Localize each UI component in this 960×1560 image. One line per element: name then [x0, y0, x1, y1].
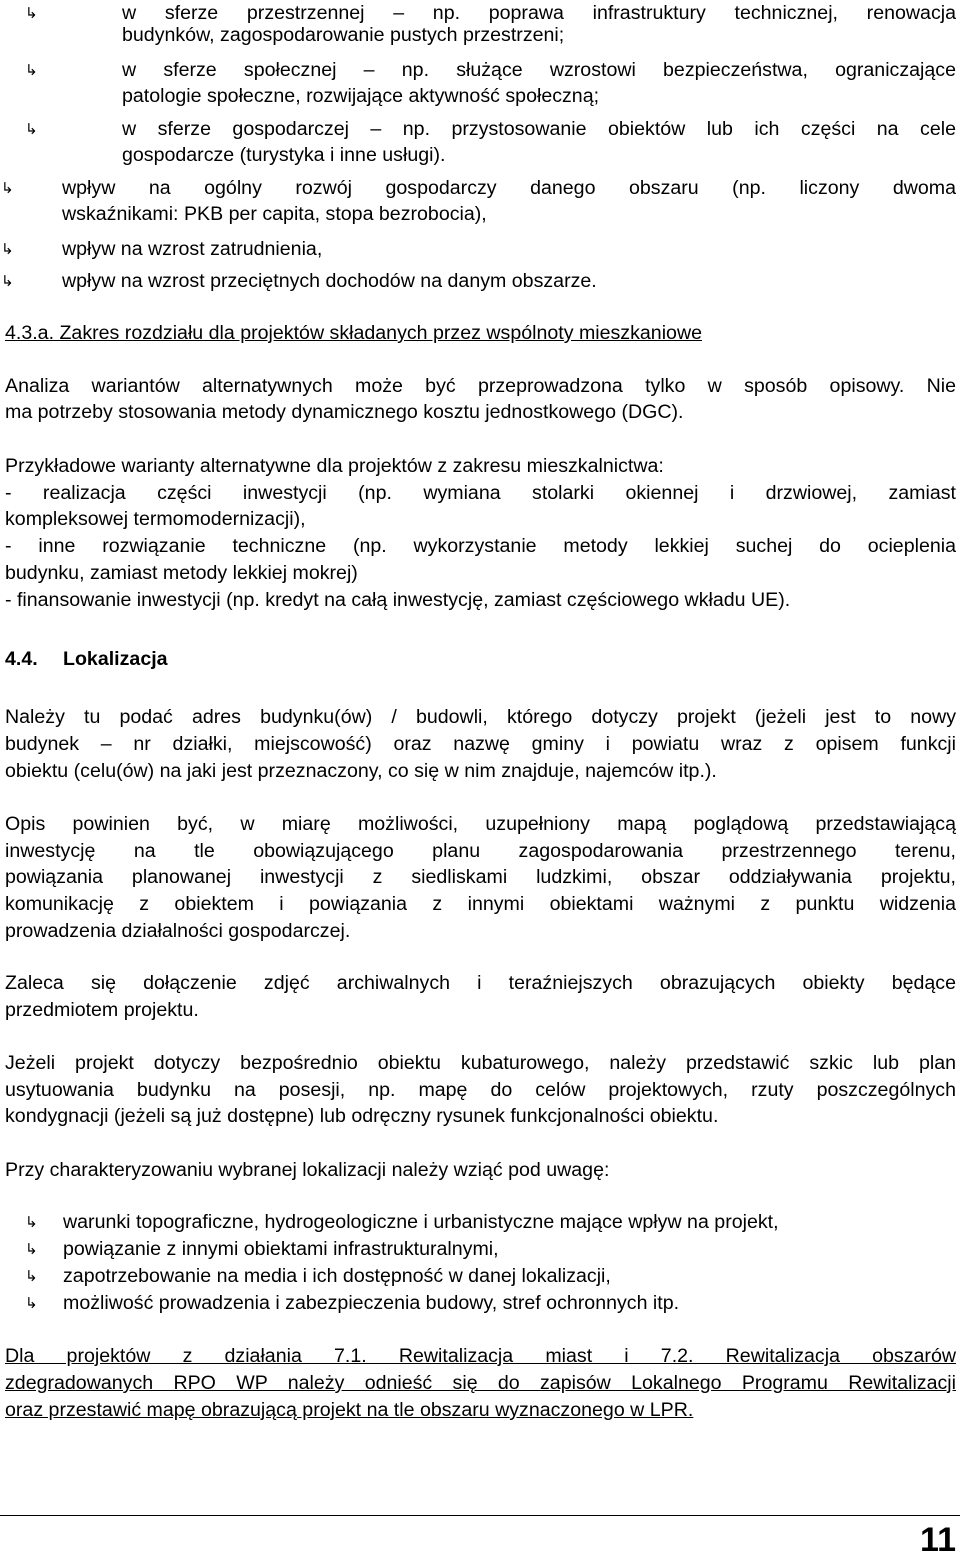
subitem-economic-line2: gospodarcze (turystyka i inne usługi).	[122, 144, 446, 166]
subitem-social-line1: w sferze społecznej – np. służące wzrostowi bezpieczeństwa, ograniczające	[122, 59, 956, 81]
consideration-item: zapotrzebowanie na media i ich dostępność w danej lokalizacji,	[63, 1265, 611, 1287]
example-item-line: - finansowanie inwestycji (np. kredyt na całą inwestycję, zamiast częściowego wkładu UE).	[5, 589, 791, 611]
arrow-hook-icon: ↳	[25, 1213, 38, 1231]
arrow-hook-icon: ↳	[25, 61, 38, 79]
arrow-hook-icon: ↳	[25, 1267, 38, 1285]
page-number: 11	[920, 1521, 956, 1559]
consideration-item: możliwość prowadzenia i zabezpieczenia budowy, stref ochronnych itp.	[63, 1292, 680, 1314]
paragraph-line: przedmiotem projektu.	[5, 999, 199, 1021]
example-item-line: kompleksowej termomodernizacji),	[5, 508, 306, 530]
paragraph-line: prowadzenia działalności gospodarczej.	[5, 920, 351, 942]
example-item-line: - realizacja części inwestycji (np. wymiana stolarki okiennej i drzwiowej, zamiast	[5, 482, 956, 504]
example-item-line: budynku, zamiast metody lekkiej mokrej)	[5, 562, 358, 584]
paragraph-line: Opis powinien być, w miarę możliwości, uzupełniony mapą poglądową przedstawiającą	[5, 813, 956, 835]
arrow-hook-icon: ↳	[1, 179, 14, 197]
example-item-line: - inne rozwiązanie techniczne (np. wykorzystanie metody lekkiej suchej do ocieplenia	[5, 535, 956, 557]
paragraph-line: budynek – nr działki, miejscowość) oraz nazwę gminy i powiatu wraz z opisem funkcji	[5, 733, 956, 755]
paragraph-line: kondygnacji (jeżeli są już dostępne) lub odręczny rysunek funkcjonalności obiektu.	[5, 1105, 719, 1127]
subitem-spatial-line1: w sferze przestrzennej – np. poprawa infrastruktury technicznej, renowacja	[122, 2, 956, 24]
paragraph-line: inwestycję na tle obowiązującego planu zagospodarowania przestrzennego terenu,	[5, 840, 956, 862]
impact-item-employment: wpływ na wzrost zatrudnienia,	[62, 238, 323, 260]
paragraph-line: Zaleca się dołączenie zdjęć archiwalnych i teraźniejszych obrazujących obiekty będące	[5, 972, 956, 994]
impact-item-line1: wpływ na ogólny rozwój gospodarczy danego obszaru (np. liczony dwoma	[62, 177, 956, 199]
arrow-hook-icon: ↳	[25, 120, 38, 138]
paragraph-line: usytuowania budynku na posesji, np. mapę do celów projektowych, rzuty poszczególnych	[5, 1079, 956, 1101]
paragraph-line: obiektu (celu(ów) na jaki jest przeznaczony, co się w nim znajduje, najemców itp.).	[5, 760, 717, 782]
consideration-item: warunki topograficzne, hydrogeologiczne i urbanistyczne mające wpływ na projekt,	[63, 1211, 779, 1233]
impact-item-line2: wskaźnikami: PKB per capita, stopa bezrobocia),	[62, 203, 487, 225]
section-title-lokalizacja: Lokalizacja	[63, 648, 168, 670]
impact-item-income: wpływ na wzrost przeciętnych dochodów na danym obszarze.	[62, 270, 597, 292]
paragraph-line: Przy charakteryzowaniu wybranej lokalizacji należy wziąć pod uwagę:	[5, 1159, 610, 1181]
paragraph-line: Należy tu podać adres budynku(ów) / budowli, którego dotyczy projekt (jeżeli jest to nowy	[5, 706, 956, 728]
section-number-4-4: 4.4.	[5, 648, 38, 670]
subitem-economic-line1: w sferze gospodarczej – np. przystosowanie obiektów lub ich części na cele	[122, 118, 956, 140]
rewitalizacja-note-line: oraz przestawić mapę obrazującą projekt na tle obszaru wyznaczonego w LPR.	[5, 1399, 694, 1421]
paragraph-line: komunikację z obiektem i powiązania z innymi obiektami ważnymi z punktu widzenia	[5, 893, 956, 915]
subitem-spatial-line2: budynków, zagospodarowanie pustych przestrzeni;	[122, 24, 565, 46]
paragraph-line: powiązania planowanej inwestycji z siedliskami ludzkimi, obszar oddziaływania projektu,	[5, 866, 956, 888]
section-heading-4-3-a: 4.3.a. Zakres rozdziału dla projektów składanych przez wspólnoty mieszkaniowe	[5, 322, 702, 344]
subitem-social-line2: patologie społeczne, rozwijające aktywność społeczną;	[122, 85, 600, 107]
arrow-hook-icon: ↳	[25, 1240, 38, 1258]
rewitalizacja-note-line: zdegradowanych RPO WP należy odnieść się do zapisów Lokalnego Programu Rewitalizacji	[5, 1372, 956, 1394]
examples-intro: Przykładowe warianty alternatywne dla projektów z zakresu mieszkalnictwa:	[5, 455, 664, 477]
arrow-hook-icon: ↳	[25, 1294, 38, 1312]
arrow-hook-icon: ↳	[25, 4, 38, 22]
paragraph-line: ma potrzeby stosowania metody dynamicznego kosztu jednostkowego (DGC).	[5, 401, 684, 423]
footer-divider	[0, 1515, 960, 1516]
rewitalizacja-note-line: Dla projektów z działania 7.1. Rewitalizacja miast i 7.2. Rewitalizacja obszarów	[5, 1345, 956, 1367]
arrow-hook-icon: ↳	[1, 272, 14, 290]
paragraph-line: Analiza wariantów alternatywnych może być przeprowadzona tylko w sposób opisowy. Nie	[5, 375, 956, 397]
paragraph-line: Jeżeli projekt dotyczy bezpośrednio obiektu kubaturowego, należy przedstawić szkic lub plan	[5, 1052, 956, 1074]
consideration-item: powiązanie z innymi obiektami infrastrukturalnymi,	[63, 1238, 499, 1260]
arrow-hook-icon: ↳	[1, 240, 14, 258]
